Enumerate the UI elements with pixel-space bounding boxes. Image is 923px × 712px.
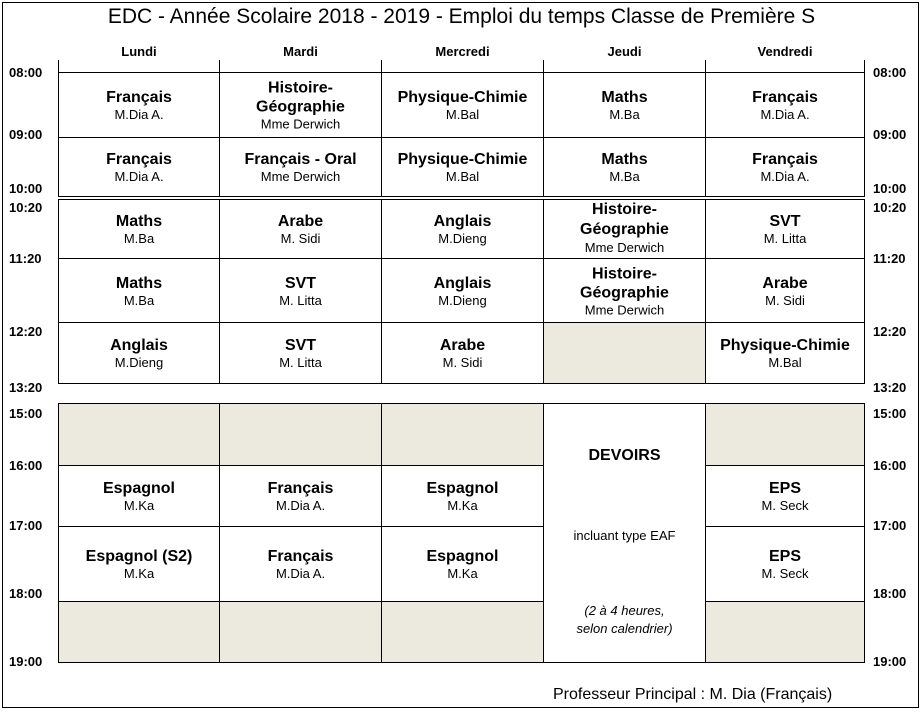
subject-name: Histoire- bbox=[592, 201, 657, 218]
teacher-name: Mme Derwich bbox=[584, 240, 665, 255]
time-label: 13:20 bbox=[9, 380, 43, 395]
subject-name: Français bbox=[267, 548, 334, 565]
class-cell bbox=[219, 322, 382, 384]
class-cell bbox=[543, 199, 706, 259]
header-divider bbox=[381, 60, 382, 72]
subject-name: Français bbox=[752, 151, 818, 168]
empty-cell bbox=[705, 601, 865, 663]
time-label: 09:00 bbox=[9, 127, 43, 142]
subject-name: Anglais bbox=[110, 337, 168, 354]
class-cell bbox=[381, 137, 544, 197]
teacher-name: M. Sidi bbox=[765, 292, 805, 308]
teacher-name: M. Sidi bbox=[280, 231, 321, 246]
empty-cell bbox=[219, 601, 382, 663]
time-label: 09:00 bbox=[873, 127, 907, 142]
teacher-name: Mme Derwich bbox=[260, 169, 341, 184]
time-label: 10:20 bbox=[9, 200, 43, 215]
subject-name: Maths bbox=[601, 151, 648, 168]
teacher-name: M. Seck bbox=[761, 566, 809, 581]
class-cell bbox=[58, 199, 220, 259]
teacher-name: M.Dieng bbox=[438, 292, 487, 308]
class-cell bbox=[381, 322, 544, 384]
time-label: 17:00 bbox=[9, 518, 43, 533]
class-cell bbox=[381, 258, 544, 323]
teacher-name: M.Dia A. bbox=[114, 107, 164, 122]
subject-name: Français - Oral bbox=[244, 151, 357, 168]
empty-cell bbox=[705, 403, 865, 466]
teacher-name: M.Dia A. bbox=[275, 498, 326, 513]
devoirs-note: (2 à 4 heures, bbox=[584, 603, 665, 618]
subject-name: SVT bbox=[284, 337, 317, 354]
class-cell bbox=[705, 258, 865, 323]
subject-name: Physique-Chimie bbox=[720, 337, 850, 354]
time-label: 11:20 bbox=[9, 251, 42, 266]
empty-cell bbox=[58, 403, 220, 466]
class-cell bbox=[705, 322, 865, 384]
time-label: 13:20 bbox=[873, 380, 907, 395]
footer-note: Professeur Principal : M. Dia (Français) bbox=[553, 686, 833, 703]
subject-name: Arabe bbox=[762, 274, 808, 292]
class-cell bbox=[705, 199, 865, 259]
time-label: 17:00 bbox=[873, 518, 907, 533]
subject-name: Physique-Chimie bbox=[397, 151, 528, 168]
subject-name: Espagnol bbox=[426, 548, 499, 565]
subject-name: Anglais bbox=[433, 213, 492, 230]
teacher-name: M. Sidi bbox=[442, 355, 483, 370]
teacher-name: M.Dia A. bbox=[760, 169, 810, 184]
teacher-name: M. Litta bbox=[279, 355, 322, 370]
class-cell bbox=[58, 137, 220, 197]
empty-cell bbox=[381, 403, 544, 466]
class-cell bbox=[543, 137, 706, 197]
teacher-name: M.Bal bbox=[768, 355, 802, 370]
class-cell bbox=[381, 199, 544, 259]
subject-name: Espagnol (S2) bbox=[85, 548, 193, 565]
teacher-name: Mme Derwich bbox=[260, 116, 341, 132]
time-label: 10:00 bbox=[9, 181, 43, 196]
teacher-name: M.Ba bbox=[609, 169, 640, 184]
teacher-name: M.Ka bbox=[123, 498, 155, 513]
teacher-name: M.Dia A. bbox=[275, 566, 326, 581]
subject-name: Physique-Chimie bbox=[397, 89, 528, 106]
class-cell bbox=[381, 465, 544, 527]
time-label: 16:00 bbox=[873, 458, 907, 473]
empty-cell bbox=[381, 601, 544, 663]
time-label: 16:00 bbox=[9, 458, 43, 473]
class-cell bbox=[58, 322, 220, 384]
page-title: EDC - Année Scolaire 2018 - 2019 - Emploi du temps Classe de Première S bbox=[107, 5, 816, 28]
subject-name: Maths bbox=[115, 274, 163, 292]
teacher-name: M.Dieng bbox=[114, 355, 164, 370]
class-cell bbox=[219, 72, 382, 138]
subject-name: Français bbox=[106, 89, 172, 106]
class-cell bbox=[543, 258, 706, 323]
teacher-name: M. Litta bbox=[279, 292, 322, 308]
teacher-name: M.Ba bbox=[123, 292, 155, 308]
teacher-name: M.Dieng bbox=[438, 231, 487, 246]
subject-name: EPS bbox=[768, 480, 801, 497]
day-header-vendredi: Vendredi bbox=[757, 44, 813, 59]
teacher-name: M.Ba bbox=[609, 107, 640, 122]
subject-name: Histoire- bbox=[592, 265, 657, 282]
subject-name: Français bbox=[267, 480, 334, 497]
teacher-name: M.Dia A. bbox=[114, 169, 164, 184]
subject-name: Espagnol bbox=[426, 480, 499, 497]
class-cell bbox=[58, 72, 220, 138]
subject-name: Géographie bbox=[580, 221, 669, 238]
teacher-name: Mme Derwich bbox=[584, 302, 665, 317]
devoirs-note: selon calendrier) bbox=[576, 621, 673, 636]
header-divider bbox=[705, 60, 706, 72]
day-header-lundi: Lundi bbox=[121, 44, 157, 59]
teacher-name: M.Ka bbox=[123, 566, 155, 581]
time-label: 10:00 bbox=[873, 181, 907, 196]
subject-name: Anglais bbox=[433, 274, 492, 292]
devoirs-cell bbox=[543, 403, 706, 663]
day-header-mercredi: Mercredi bbox=[435, 44, 490, 59]
time-label: 10:20 bbox=[873, 200, 907, 215]
teacher-name: M.Bal bbox=[445, 107, 480, 122]
teacher-name: M.Dia A. bbox=[760, 107, 810, 122]
time-label: 08:00 bbox=[9, 65, 43, 80]
subject-name: Géographie bbox=[580, 284, 669, 301]
class-cell bbox=[219, 465, 382, 527]
class-cell bbox=[705, 137, 865, 197]
subject-name: SVT bbox=[284, 274, 317, 292]
class-cell bbox=[543, 72, 706, 138]
subject-name: Arabe bbox=[277, 213, 324, 230]
subject-name: Espagnol bbox=[102, 480, 175, 497]
teacher-name: M.Ba bbox=[123, 231, 155, 246]
teacher-name: M.Bal bbox=[445, 169, 480, 184]
time-label: 12:20 bbox=[873, 324, 907, 339]
time-label: 11:20 bbox=[873, 251, 906, 266]
class-cell bbox=[381, 72, 544, 138]
time-label: 18:00 bbox=[873, 586, 907, 601]
subject-name: EPS bbox=[768, 548, 801, 565]
class-cell bbox=[705, 72, 865, 138]
day-header-jeudi: Jeudi bbox=[607, 44, 642, 59]
devoirs-title: DEVOIRS bbox=[588, 447, 661, 464]
empty-cell bbox=[58, 601, 220, 663]
class-cell bbox=[58, 465, 220, 527]
subject-name: Français bbox=[752, 89, 818, 106]
header-divider bbox=[219, 60, 220, 72]
class-cell bbox=[219, 199, 382, 259]
time-label: 19:00 bbox=[9, 654, 43, 669]
subject-name: Maths bbox=[115, 213, 163, 230]
class-cell bbox=[705, 465, 865, 527]
teacher-name: M.Ka bbox=[447, 566, 478, 581]
class-cell bbox=[219, 258, 382, 323]
class-cell bbox=[58, 258, 220, 323]
class-cell bbox=[219, 526, 382, 602]
class-cell bbox=[705, 526, 865, 602]
time-label: 08:00 bbox=[873, 65, 907, 80]
subject-name: Histoire- bbox=[268, 79, 333, 97]
subject-name: Français bbox=[106, 151, 172, 168]
header-divider bbox=[543, 60, 544, 72]
teacher-name: M.Ka bbox=[447, 498, 478, 513]
time-label: 19:00 bbox=[873, 654, 907, 669]
subject-name: Maths bbox=[601, 89, 648, 106]
header-divider bbox=[864, 60, 865, 72]
devoirs-subtitle: incluant type EAF bbox=[573, 528, 676, 543]
subject-name: Arabe bbox=[439, 337, 486, 354]
time-label: 15:00 bbox=[9, 406, 43, 421]
day-header-mardi: Mardi bbox=[283, 44, 318, 59]
class-cell bbox=[219, 137, 382, 197]
subject-name: SVT bbox=[769, 213, 801, 230]
time-label: 18:00 bbox=[9, 586, 43, 601]
time-label: 15:00 bbox=[873, 406, 907, 421]
teacher-name: M. Litta bbox=[763, 231, 807, 246]
empty-cell bbox=[219, 403, 382, 466]
empty-cell bbox=[543, 322, 706, 384]
class-cell bbox=[58, 526, 220, 602]
class-cell bbox=[381, 526, 544, 602]
subject-name: Géographie bbox=[256, 98, 345, 116]
time-label: 12:20 bbox=[9, 324, 43, 339]
teacher-name: M. Seck bbox=[761, 498, 809, 513]
header-divider bbox=[58, 60, 59, 72]
